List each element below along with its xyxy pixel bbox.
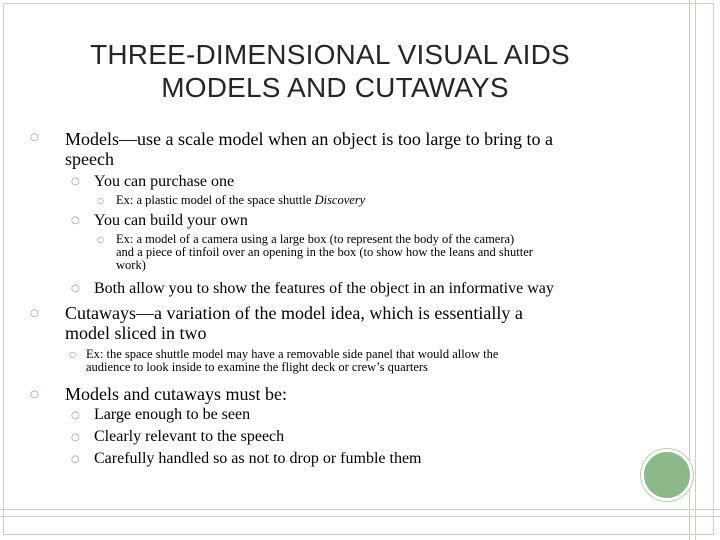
- list-item-relevant: Clearly relevant to the speech: [94, 428, 285, 445]
- circle-bullet-icon: ○: [71, 454, 80, 465]
- circle-bullet-icon: ○: [69, 350, 76, 359]
- build-example-line-3: work): [116, 258, 146, 272]
- cutaways-example-line-2: audience to look inside to examine the flight deck or crew’s quarters: [86, 360, 428, 374]
- circle-bullet-icon: ○: [97, 196, 104, 205]
- list-item-models: [65, 129, 553, 169]
- title-line-1: THREE-DIMENSIONAL VISUAL AIDS: [90, 39, 570, 70]
- list-item-must-be: Models and cutaways must be:: [65, 384, 287, 404]
- circle-bullet-icon: ○: [30, 132, 39, 143]
- circle-bullet-icon: ○: [71, 215, 80, 226]
- circle-bullet-icon: ○: [97, 235, 104, 244]
- frame-line-bottom-2: [0, 516, 720, 517]
- list-item-cutaways-example: [86, 348, 498, 374]
- build-example-line-1: Ex: a model of a camera using a large box (to represent the body of the camera): [116, 232, 515, 246]
- slide-title: [0, 38, 720, 104]
- models-text-line-1: Models—use a scale model when an object is too large to bring to a: [65, 129, 554, 149]
- decorative-circle-icon: [641, 449, 693, 501]
- purchase-example-text: Ex: a plastic model of the space shuttle: [116, 193, 315, 207]
- list-item-cutaways: [65, 303, 523, 343]
- circle-bullet-icon: ○: [30, 308, 39, 319]
- list-item-both: Both allow you to show the features of the object in an informative way: [94, 280, 554, 297]
- cutaways-text-line-1: Cutaways—a variation of the model idea, which is essentially a: [65, 303, 523, 323]
- purchase-example-italic: Discovery: [314, 193, 366, 207]
- list-item-large: Large enough to be seen: [94, 406, 251, 423]
- list-item-purchase: You can purchase one: [94, 173, 235, 190]
- circle-bullet-icon: ○: [71, 176, 80, 187]
- list-item-build: You can build your own: [94, 212, 248, 229]
- models-text-line-2: speech: [65, 149, 114, 169]
- list-item-purchase-example: [116, 194, 365, 207]
- list-item-handled: Carefully handled so as not to drop or fumble them: [94, 450, 422, 467]
- title-line-2: MODELS AND CUTAWAYS: [161, 72, 509, 103]
- circle-bullet-icon: ○: [30, 389, 39, 400]
- list-item-build-example: [116, 233, 533, 272]
- build-example-line-2: and a piece of tinfoil over an opening in the box (to show how the leans and shutter: [116, 245, 533, 259]
- circle-bullet-icon: ○: [71, 432, 80, 443]
- circle-bullet-icon: ○: [71, 410, 80, 421]
- cutaways-text-line-2: model sliced in two: [65, 323, 207, 343]
- circle-bullet-icon: ○: [71, 283, 80, 294]
- cutaways-example-line-1: Ex: the space shuttle model may have a removable side panel that would allow the: [86, 347, 499, 361]
- frame-line-bottom-1: [0, 509, 720, 510]
